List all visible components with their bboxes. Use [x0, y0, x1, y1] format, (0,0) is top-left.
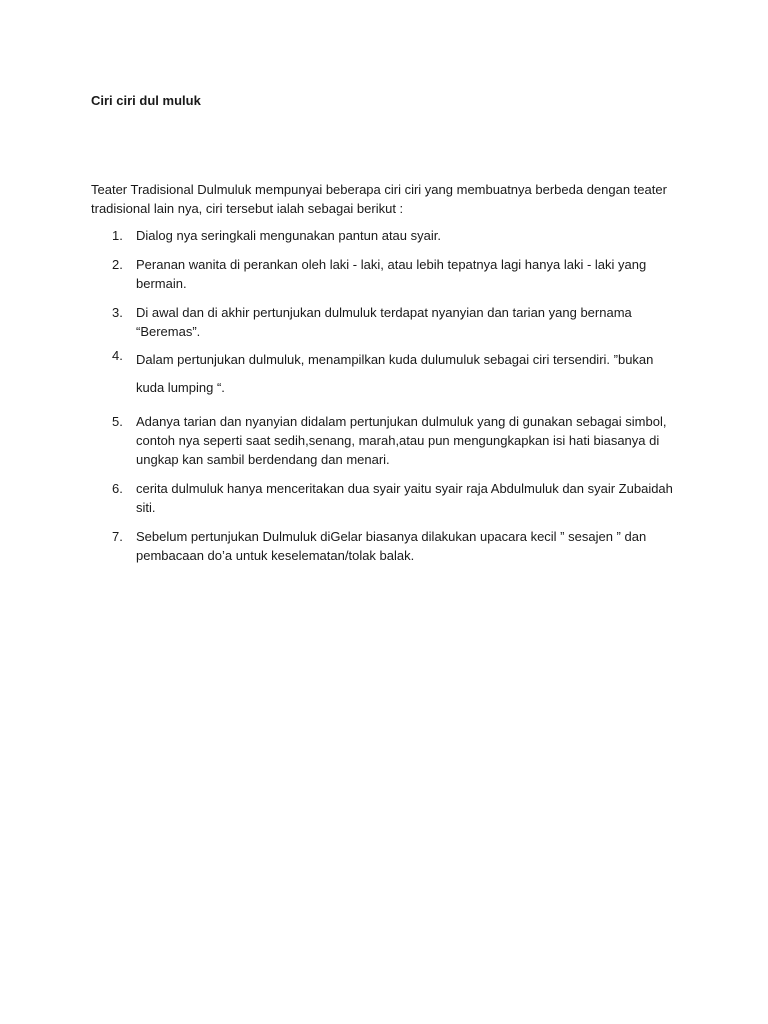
list-item: [91, 527, 691, 565]
list-item-number: 3.: [112, 305, 123, 320]
list-item-number: 7.: [112, 529, 123, 544]
list-item: [91, 412, 691, 469]
list-item-number: 1.: [112, 228, 123, 243]
list-item: [91, 226, 691, 245]
intro-paragraph: Teater Tradisional Dulmuluk mempunyai beberapa ciri ciri yang membuatnya berbeda dengan teater tradisional lain nya, ciri tersebut ialah sebagai berikut :: [91, 182, 667, 216]
list-item-number: 6.: [112, 481, 123, 496]
list-item: [91, 303, 691, 341]
list-item-text: Peranan wanita di perankan oleh laki - laki, atau lebih tepatnya lagi hanya laki - laki yang bermain.: [136, 257, 647, 291]
list-item-number: 5.: [112, 414, 123, 429]
list-item-text: Di awal dan di akhir pertunjukan dulmuluk terdapat nyanyian dan tarian yang bernama “Beremas”.: [136, 305, 632, 339]
feature-list: [91, 226, 691, 575]
list-item-text: Sebelum pertunjukan Dulmuluk diGelar biasanya dilakukan upacara kecil ” sesajen ” dan pembacaan do’a untuk keselematan/tolak balak.: [136, 529, 647, 563]
list-item-number: 4.: [112, 348, 123, 363]
list-item: [91, 479, 691, 517]
list-item: [91, 255, 691, 293]
list-item-text: Dalam pertunjukan dulmuluk, menampilkan kuda dulumuluk sebagai ciri tersendiri. ”bukan kuda lumping “.: [136, 352, 654, 395]
list-item-text: Dialog nya seringkali mengunakan pantun atau syair.: [136, 228, 441, 243]
list-item-number: 2.: [112, 257, 123, 272]
list-item: [91, 346, 691, 402]
list-item-text: cerita dulmuluk hanya menceritakan dua syair yaitu syair raja Abdulmuluk dan syair Zubaidah siti.: [136, 481, 673, 515]
list-item-text: Adanya tarian dan nyanyian didalam pertunjukan dulmuluk yang di gunakan sebagai simbol, contoh nya seperti saat sedih,senang, marah,atau pun mengungkapkan isi hati biasanya di ungkap kan sambil berdendang dan menari.: [136, 414, 667, 467]
document-title: Ciri ciri dul muluk: [91, 93, 201, 108]
